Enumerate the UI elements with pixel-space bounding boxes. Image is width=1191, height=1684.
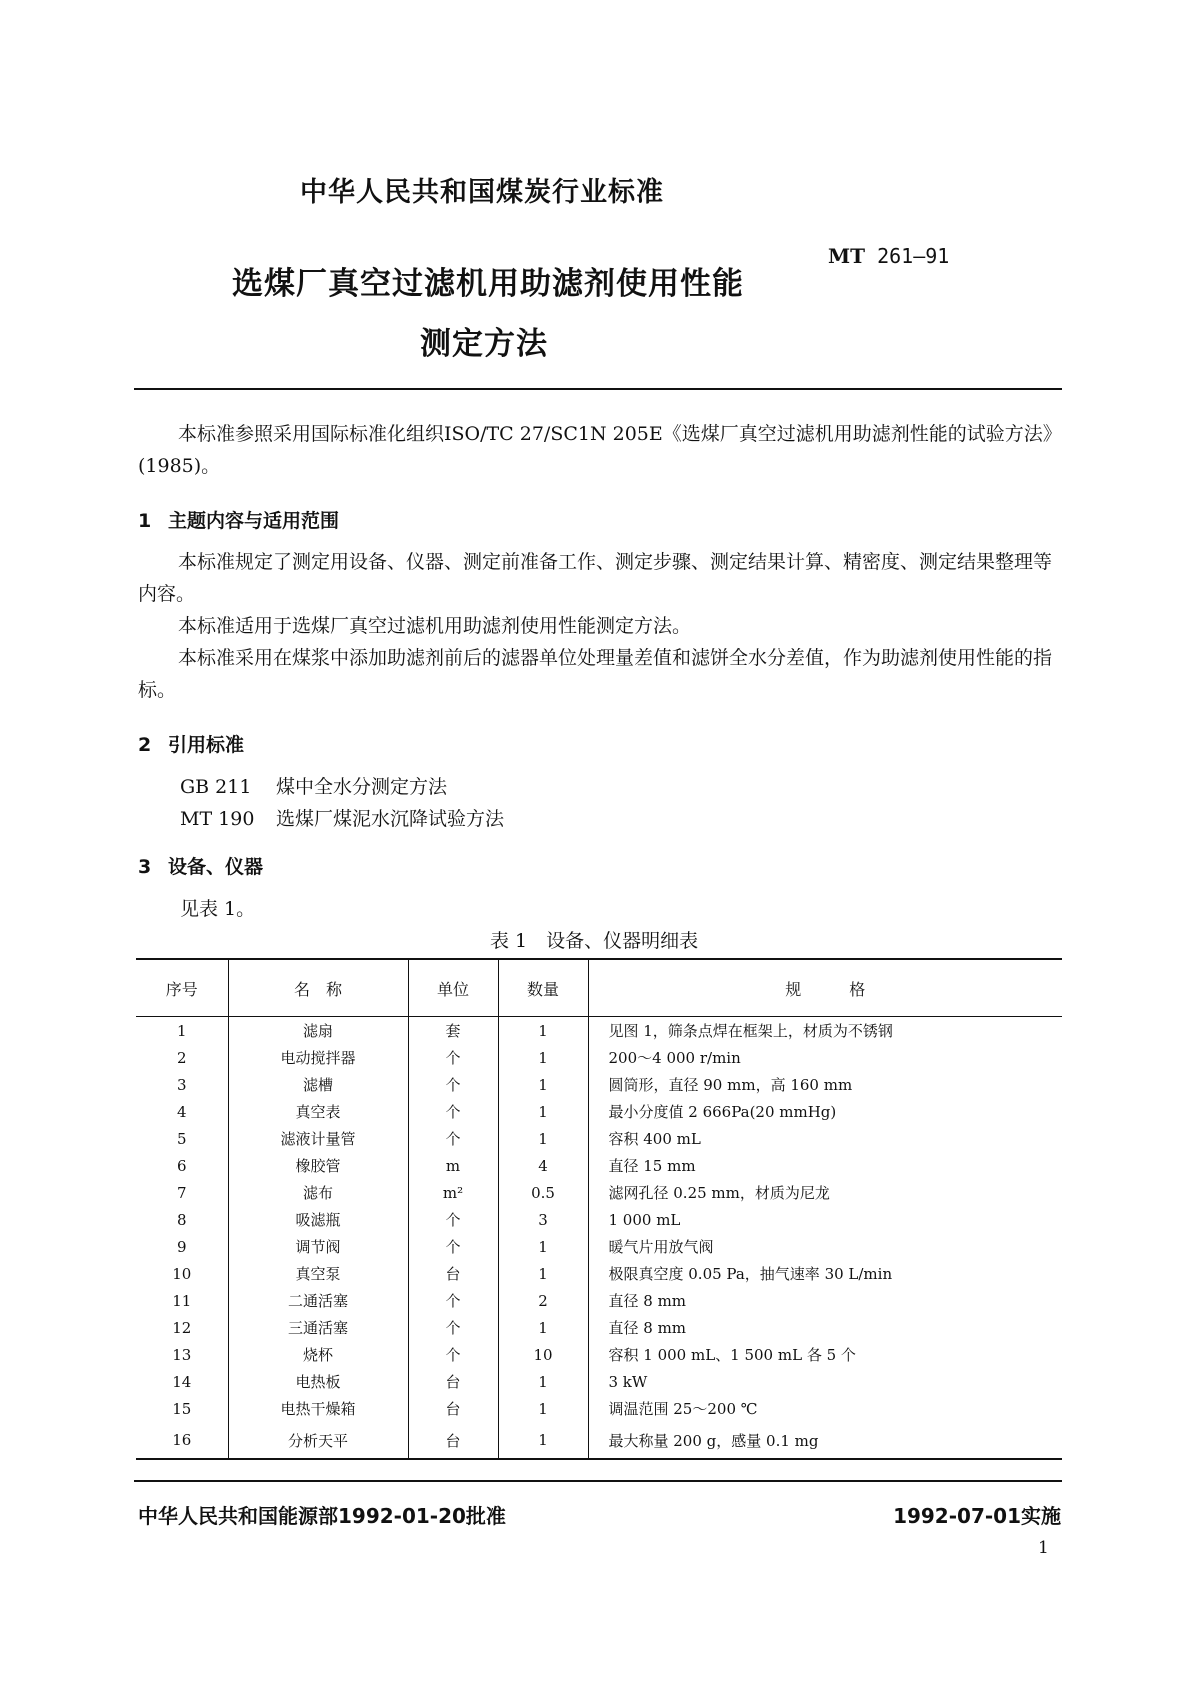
section-number: 2 <box>138 734 152 756</box>
section-1-heading <box>138 506 339 533</box>
cell-index: 6 <box>176 1156 187 1175</box>
cell-spec: 调温范围 25～200 ℃ <box>588 1395 1062 1422</box>
cell-spec: 极限真空度 0.05 Pa，抽气速率 30 L/min <box>588 1260 1062 1287</box>
cell-quantity: 1 <box>498 1044 588 1071</box>
cell-spec: 见图 1，筛条点焊在框架上，材质为不锈钢 <box>588 1017 1062 1045</box>
cell-name: 滤扇 <box>228 1017 408 1045</box>
reference-code: GB 211 <box>180 776 252 798</box>
cell-quantity: 1 <box>498 1395 588 1422</box>
section-number: 3 <box>138 856 152 878</box>
table-caption: 表 1 设备、仪器明细表 <box>490 930 699 952</box>
header-quantity: 数量 <box>498 959 588 1017</box>
cell-spec: 直径 15 mm <box>588 1152 1062 1179</box>
approval-info: 中华人民共和国能源部1992-01-20批准 <box>138 1504 506 1528</box>
cell-index: 13 <box>172 1345 192 1364</box>
cell-index: 10 <box>172 1264 192 1283</box>
cell-quantity: 1 <box>498 1071 588 1098</box>
standard-code-prefix: MT <box>828 244 866 268</box>
cell-quantity: 1 <box>498 1125 588 1152</box>
reference-title: 煤中全水分测定方法 <box>276 776 448 798</box>
cell-spec: 暖气片用放气阀 <box>588 1233 1062 1260</box>
header-spec: 规 格 <box>588 959 1062 1017</box>
table-row <box>136 1341 1062 1368</box>
cell-name: 滤布 <box>228 1179 408 1206</box>
cell-spec: 容积 400 mL <box>588 1125 1062 1152</box>
cell-name: 吸滤瓶 <box>228 1206 408 1233</box>
table-row <box>136 1071 1062 1098</box>
cell-quantity: 3 <box>498 1206 588 1233</box>
cell-name: 真空表 <box>228 1098 408 1125</box>
header-rule <box>134 388 1062 390</box>
table-row <box>136 1125 1062 1152</box>
cell-quantity: 1 <box>498 1260 588 1287</box>
intro-paragraph: 本标准参照采用国际标准化组织ISO/TC 27/SC1N 205E《选煤厂真空过滤机用助滤剂性能的试验方法》(1985)。 <box>138 423 1062 477</box>
cell-unit: m <box>408 1152 498 1179</box>
table-row <box>136 1233 1062 1260</box>
cell-quantity: 1 <box>498 1233 588 1260</box>
reference-item <box>180 772 447 799</box>
cell-unit: 个 <box>408 1125 498 1152</box>
cell-index: 8 <box>176 1210 187 1229</box>
standard-code <box>828 244 949 268</box>
cell-spec: 滤网孔径 0.25 mm，材质为尼龙 <box>588 1179 1062 1206</box>
cell-quantity: 1 <box>498 1017 588 1045</box>
cell-unit: 台 <box>408 1395 498 1422</box>
cell-index: 5 <box>176 1129 187 1148</box>
section-1-paragraph-2: 本标准适用于选煤厂真空过滤机用助滤剂使用性能测定方法。 <box>178 615 692 637</box>
cell-quantity: 1 <box>498 1422 588 1459</box>
cell-name: 滤槽 <box>228 1071 408 1098</box>
document-title-line1: 选煤厂真空过滤机用助滤剂使用性能 <box>232 266 744 302</box>
section-3-heading <box>138 852 263 879</box>
section-1-paragraph-3: 本标准采用在煤浆中添加助滤剂前后的滤器单位处理量差值和滤饼全水分差值，作为助滤剂使用性能的指标。 <box>138 647 1053 701</box>
cell-unit: 台 <box>408 1422 498 1459</box>
table-row <box>136 1206 1062 1233</box>
section-number: 1 <box>138 510 152 532</box>
cell-unit: 个 <box>408 1233 498 1260</box>
cell-index: 14 <box>172 1372 192 1391</box>
reference-title: 选煤厂煤泥水沉降试验方法 <box>276 808 505 830</box>
table-row <box>136 1260 1062 1287</box>
cell-index: 1 <box>176 1021 187 1040</box>
cell-unit: 个 <box>408 1098 498 1125</box>
cell-index: 7 <box>176 1183 187 1202</box>
cell-name: 调节阀 <box>228 1233 408 1260</box>
equipment-table <box>136 958 1062 1460</box>
cell-unit: m² <box>408 1179 498 1206</box>
table-header-row <box>136 959 1062 1017</box>
section-1-paragraph-1: 本标准规定了测定用设备、仪器、测定前准备工作、测定步骤、测定结果计算、精密度、测定结果整理等内容。 <box>138 551 1053 605</box>
table-row <box>136 1395 1062 1422</box>
cell-name: 二通活塞 <box>228 1287 408 1314</box>
cell-spec: 圆筒形，直径 90 mm，高 160 mm <box>588 1071 1062 1098</box>
section-2-heading <box>138 730 244 757</box>
cell-unit: 套 <box>408 1017 498 1045</box>
cell-unit: 个 <box>408 1071 498 1098</box>
table-row <box>136 1179 1062 1206</box>
cell-name: 电热板 <box>228 1368 408 1395</box>
cell-index: 3 <box>176 1075 187 1094</box>
cell-index: 11 <box>172 1291 192 1310</box>
header-unit: 单位 <box>408 959 498 1017</box>
cell-name: 橡胶管 <box>228 1152 408 1179</box>
cell-unit: 个 <box>408 1287 498 1314</box>
cell-name: 滤液计量管 <box>228 1125 408 1152</box>
cell-name: 电热干燥箱 <box>228 1395 408 1422</box>
cell-name: 真空泵 <box>228 1260 408 1287</box>
header-index: 序号 <box>136 959 228 1017</box>
section-title: 设备、仪器 <box>168 856 264 878</box>
cell-quantity: 1 <box>498 1368 588 1395</box>
cell-unit: 台 <box>408 1260 498 1287</box>
document-title-line2: 测定方法 <box>420 326 548 362</box>
table-row <box>136 1098 1062 1125</box>
cell-quantity: 4 <box>498 1152 588 1179</box>
cell-spec: 200～4 000 r/min <box>588 1044 1062 1071</box>
cell-spec: 容积 1 000 mL、1 500 mL 各 5 个 <box>588 1341 1062 1368</box>
issuing-organization: 中华人民共和国煤炭行业标准 <box>300 177 664 208</box>
cell-unit: 个 <box>408 1044 498 1071</box>
cell-index: 2 <box>176 1048 187 1067</box>
cell-quantity: 2 <box>498 1287 588 1314</box>
cell-index: 9 <box>176 1237 187 1256</box>
reference-code: MT 190 <box>180 808 255 830</box>
footer-rule <box>134 1480 1062 1482</box>
reference-item <box>180 804 504 831</box>
cell-unit: 个 <box>408 1314 498 1341</box>
table-row <box>136 1314 1062 1341</box>
cell-name: 烧杯 <box>228 1341 408 1368</box>
cell-name: 电动搅拌器 <box>228 1044 408 1071</box>
table-body <box>136 1017 1062 1460</box>
implementation-date: 1992-07-01实施 <box>893 1504 1061 1528</box>
cell-spec: 最大称量 200 g，感量 0.1 mg <box>588 1422 1062 1459</box>
cell-index: 15 <box>172 1399 192 1418</box>
cell-quantity: 10 <box>498 1341 588 1368</box>
cell-spec: 1 000 mL <box>588 1206 1062 1233</box>
cell-spec: 最小分度值 2 666Pa(20 mmHg) <box>588 1098 1062 1125</box>
table-row <box>136 1422 1062 1459</box>
table-row <box>136 1368 1062 1395</box>
section-title: 主题内容与适用范围 <box>168 510 340 532</box>
cell-unit: 个 <box>408 1341 498 1368</box>
table-row <box>136 1044 1062 1071</box>
cell-name: 分析天平 <box>228 1422 408 1459</box>
table-row <box>136 1152 1062 1179</box>
page-number: 1 <box>1038 1538 1049 1558</box>
table-row <box>136 1287 1062 1314</box>
cell-spec: 3 kW <box>588 1368 1062 1395</box>
table-row <box>136 1017 1062 1045</box>
cell-index: 4 <box>176 1102 187 1121</box>
cell-index: 12 <box>172 1318 192 1337</box>
cell-quantity: 1 <box>498 1098 588 1125</box>
cell-spec: 直径 8 mm <box>588 1287 1062 1314</box>
cell-name: 三通活塞 <box>228 1314 408 1341</box>
cell-quantity: 0.5 <box>498 1179 588 1206</box>
cell-index: 16 <box>136 1422 228 1459</box>
section-title: 引用标准 <box>168 734 245 756</box>
cell-unit: 个 <box>408 1206 498 1233</box>
standard-code-number: 261—91 <box>877 244 950 268</box>
cell-spec: 直径 8 mm <box>588 1314 1062 1341</box>
header-name: 名 称 <box>228 959 408 1017</box>
section-3-paragraph: 见表 1。 <box>180 898 256 920</box>
cell-quantity: 1 <box>498 1314 588 1341</box>
cell-unit: 台 <box>408 1368 498 1395</box>
